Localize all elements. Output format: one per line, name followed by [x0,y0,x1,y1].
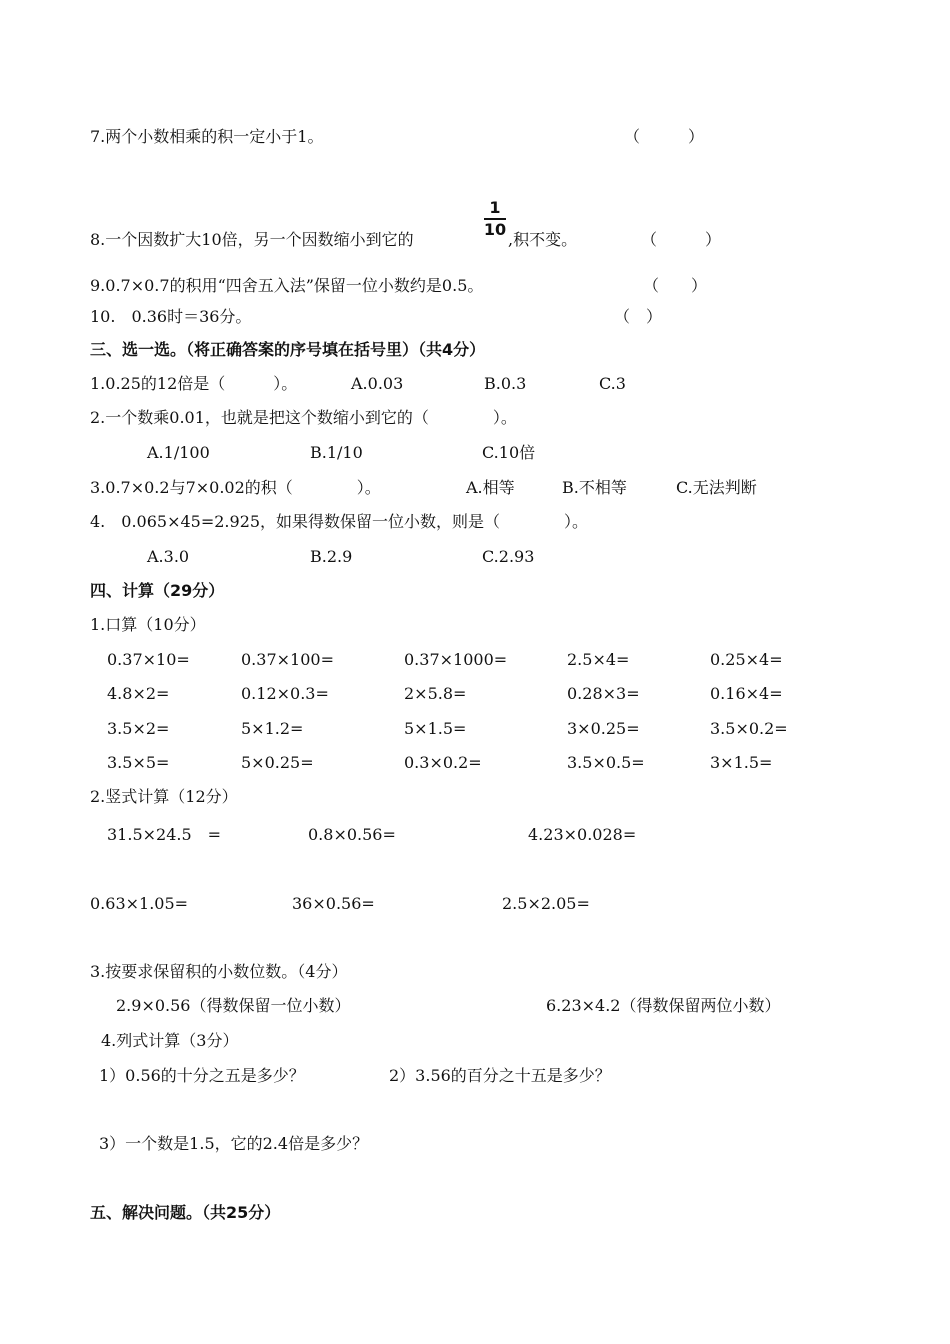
choice-q1-option-c[interactable]: C.3 [599,374,626,393]
section-heading-calc: 四、计算（29分） [90,581,225,600]
choice-q4-option-b[interactable]: B.2.9 [310,547,353,566]
vertical-calc-title: 2.竖式计算（12分） [90,787,238,806]
vertical-item: 2.5×2.05= [502,894,590,913]
oral-item: 0.3×0.2= [404,753,482,772]
oral-item: 2×5.8= [404,684,467,703]
answer-paren-7[interactable]: （ ） [624,127,705,146]
expression-title: 4.列式计算（3分） [101,1031,239,1050]
choice-q2-option-c[interactable]: C.10倍 [482,443,536,462]
vertical-item: 0.8×0.56= [308,825,396,844]
choice-q3-option-c[interactable]: C.无法判断 [676,478,757,497]
question-8 [90,230,414,250]
answer-paren-9[interactable]: （ ） [643,276,708,295]
question-10: 10. 0.36时＝36分。 [90,307,252,326]
oral-calc-title: 1.口算（10分） [90,615,206,634]
oral-item: 3×1.5= [710,753,773,772]
fraction-denominator: 10 [483,220,507,239]
choice-q3-option-a[interactable]: A.相等 [466,478,515,497]
choice-q2-stem: 2.一个数乘0.01，也就是把这个数缩小到它的（ ）。 [90,408,517,427]
oral-item: 3.5×0.2= [710,719,788,738]
section-heading-solve: 五、解决问题。（共25分） [90,1203,281,1222]
vertical-item: 4.23×0.028= [528,825,637,844]
expression-item: 2）3.56的百分之十五是多少？ [389,1066,611,1085]
oral-item: 3.5×2= [107,719,170,738]
question-8-text: 8.一个因数扩大10倍，另一个因数缩小到它的 [90,230,414,249]
oral-item: 0.28×3= [567,684,640,703]
oral-item: 0.37×10= [107,650,190,669]
choice-q2-option-a[interactable]: A.1/100 [147,443,210,462]
vertical-item: 31.5×24.5 = [107,825,222,844]
oral-item: 4.8×2= [107,684,170,703]
choice-q1-option-b[interactable]: B.0.3 [484,374,527,393]
answer-paren-8[interactable]: （ ） [641,230,722,249]
choice-q3-stem: 3.0.7×0.2与7×0.02的积（ ）。 [90,478,381,497]
question-8-tail: ,积不变。 [508,230,578,249]
choice-q1-option-a[interactable]: A.0.03 [351,374,404,393]
question-9: 9.0.7×0.7的积用“四舍五入法”保留一位小数约是0.5。 [90,276,484,295]
vertical-item: 0.63×1.05= [90,894,189,913]
section-heading-choice: 三、选一选。（将正确答案的序号填在括号里）（共4分） [90,340,486,359]
choice-q4-option-a[interactable]: A.3.0 [147,547,190,566]
oral-item: 3.5×0.5= [567,753,645,772]
choice-q3-option-b[interactable]: B.不相等 [562,478,627,497]
expression-item: 3）一个数是1.5，它的2.4倍是多少？ [99,1134,369,1153]
choice-q1-stem: 1.0.25的12倍是（ ）。 [90,374,298,393]
oral-item: 0.12×0.3= [241,684,329,703]
rounding-title: 3.按要求保留积的小数位数。（4分） [90,962,348,981]
choice-q4-stem: 4. 0.065×45=2.925，如果得数保留一位小数，则是（ ）。 [90,512,589,531]
expression-item: 1）0.56的十分之五是多少？ [99,1066,305,1085]
oral-item: 0.37×1000= [404,650,508,669]
question-7: 7.两个小数相乘的积一定小于1。 [90,127,324,146]
rounding-item: 6.23×4.2（得数保留两位小数） [546,996,781,1015]
oral-item: 3.5×5= [107,753,170,772]
oral-item: 5×0.25= [241,753,314,772]
oral-item: 0.25×4= [710,650,783,669]
oral-item: 0.37×100= [241,650,334,669]
oral-item: 3×0.25= [567,719,640,738]
fraction-one-tenth [483,198,507,240]
answer-paren-10[interactable]: （ ） [614,307,663,326]
oral-item: 2.5×4= [567,650,630,669]
oral-item: 0.16×4= [710,684,783,703]
choice-q2-option-b[interactable]: B.1/10 [310,443,363,462]
fraction-numerator: 1 [489,198,501,217]
rounding-item: 2.9×0.56（得数保留一位小数） [116,996,351,1015]
oral-item: 5×1.5= [404,719,467,738]
choice-q4-option-c[interactable]: C.2.93 [482,547,535,566]
oral-item: 5×1.2= [241,719,304,738]
vertical-item: 36×0.56= [292,894,375,913]
